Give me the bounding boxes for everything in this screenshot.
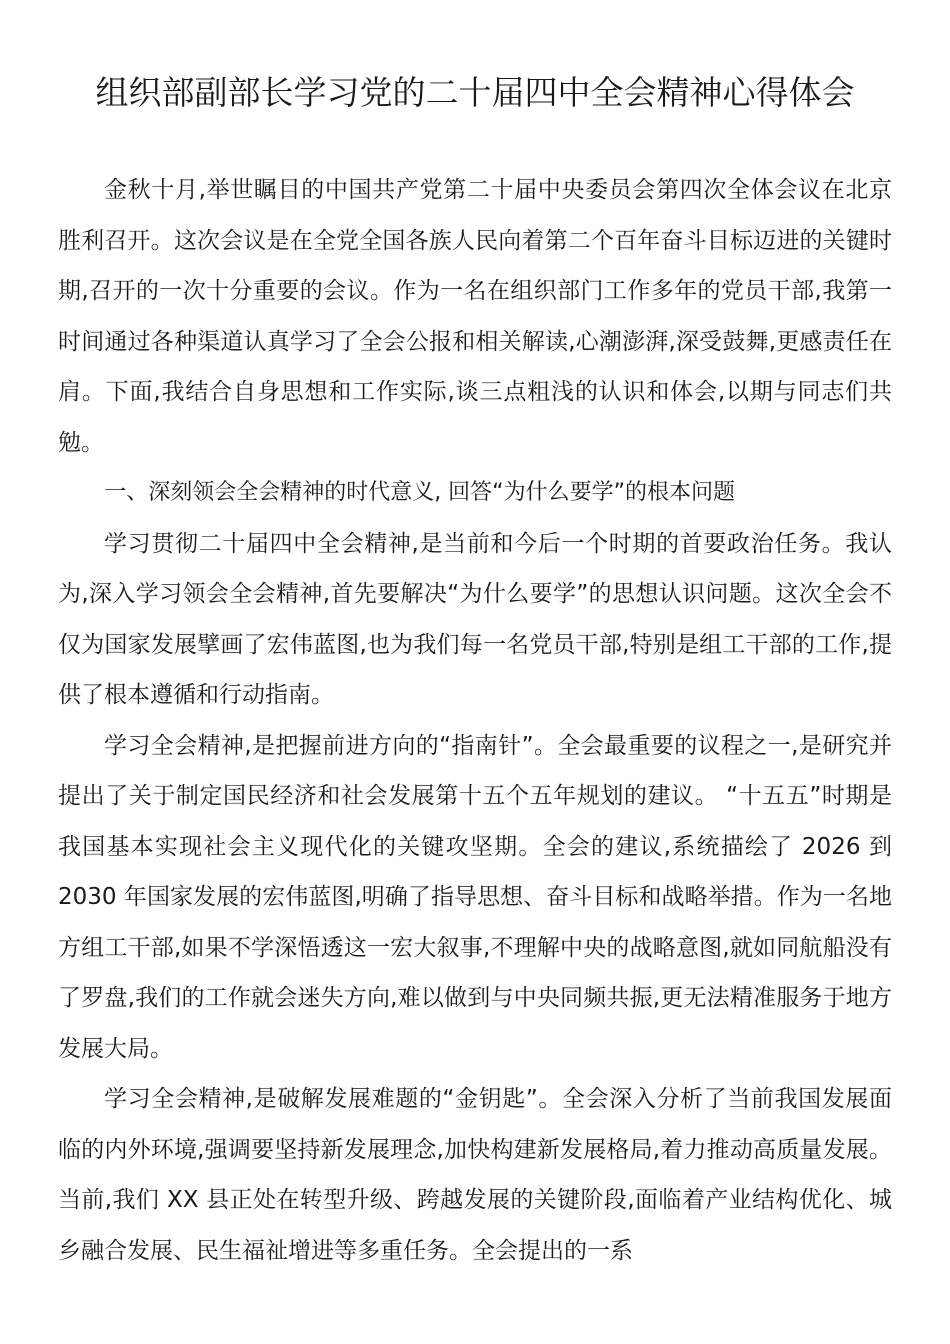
intro-paragraph: 金秋十月,举世瞩目的中国共产党第二十届中央委员会第四次全体会议在北京胜利召开。这次会议是在全党全国各族人民向着第二个百年奋斗目标迈进的关键时期,召开的一次十分重要的会议。作为一名在组织部门工作多年的党员干部,我第一时间通过各种渠道认真学习了全会公报和相关解读,心潮澎湃,深受鼓舞,更感责任在肩。下面,我结合自身思想和工作实际,谈三点粗浅的认识和体会,以期与同志们共勉。 <box>58 177 892 456</box>
body-paragraph: 学习全会精神,是把握前进方向的“指南针”。全会最重要的议程之一,是研究并提出了关于制定国民经济和社会发展第十五个五年规划的建议。 “十五五”时期是我国基本实现社会主义现代化的关键攻坚期。全会的建议,系统描绘了 2026 到 2030 年国家发展的宏伟蓝图,明确了指导思想、奋斗目标和战略举措。作为一名地方组工干部,如果不学深悟透这一宏大叙事,不理解中央的战略意图,就如同航船没有了罗盘,我们的工作就会迷失方向,难以做到与中央同频共振,更无法精准服务于地方发展大局。 <box>58 732 892 1062</box>
section-heading-1: 一、深刻领会全会精神的时代意义, 回答“为什么要学”的根本问题 <box>104 480 735 505</box>
document-title: 组织部副部长学习党的二十届四中全会精神心得体会 <box>95 73 855 112</box>
document-body <box>58 165 892 1276</box>
body-paragraph: 学习贯彻二十届四中全会精神,是当前和今后一个时期的首要政治任务。我认为,深入学习领会全会精神,首先要解决“为什么要学”的思想认识问题。这次全会不仅为国家发展擘画了宏伟蓝图,也为我们每一名党员干部,特别是组工干部的工作,提供了根本遵循和行动指南。 <box>58 530 892 708</box>
body-paragraph: 学习全会精神,是破解发展难题的“金钥匙”。全会深入分析了当前我国发展面临的内外环境,强调要坚持新发展理念,加快构建新发展格局,着力推动高质量发展。当前,我们 XX 县正处在转型升级、跨越发展的关键阶段,面临着产业结构优化、城乡融合发展、民生福祉增进等多重任务。全会提出的一系 <box>58 1086 892 1264</box>
